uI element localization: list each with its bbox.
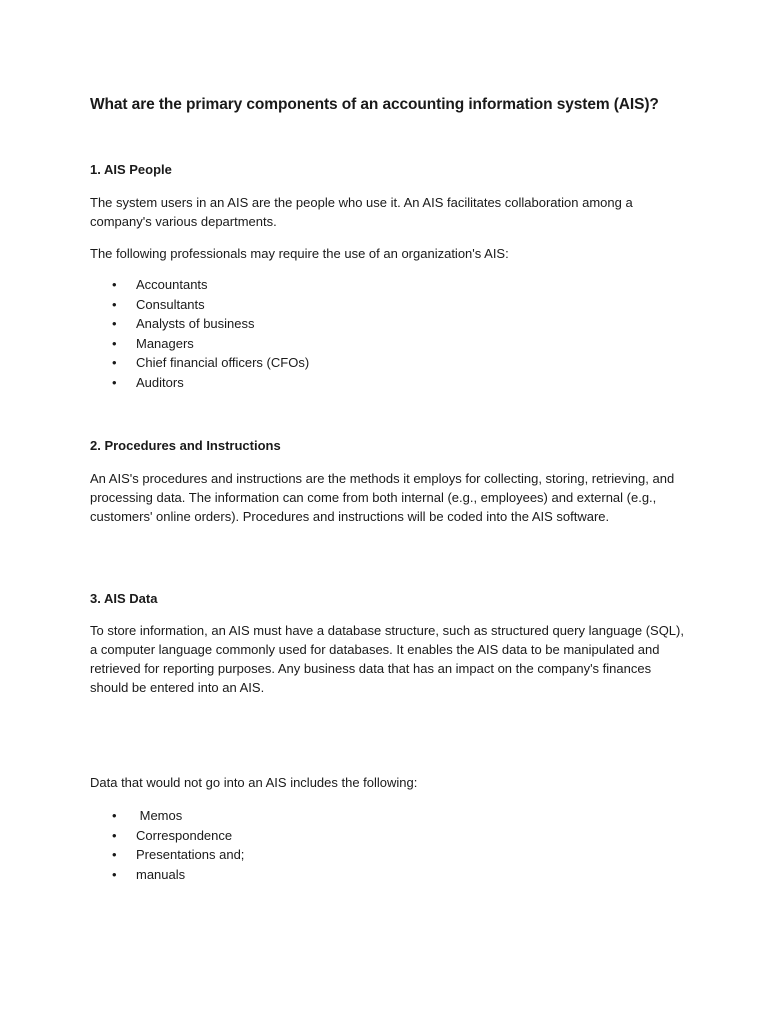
page-title: What are the primary components of an accounting information system (AIS)? bbox=[90, 96, 659, 113]
paragraph-ais-data: To store information, an AIS must have a database structure, such as structured query language (SQL), a computer language commonly used for databases. It enables the AIS data to be manipulated and retrieved for reporting purposes. Any business data that has an impact on the company's finances should be entered into an AIS. bbox=[90, 623, 684, 695]
list-item bbox=[90, 826, 690, 846]
bullet-glyph: • bbox=[112, 827, 117, 843]
bullet-glyph: • bbox=[112, 335, 117, 351]
list-professionals bbox=[90, 275, 690, 392]
bullet-glyph: • bbox=[112, 847, 117, 862]
bullet-glyph: • bbox=[112, 355, 117, 370]
list-item-text: Presentations and; bbox=[136, 847, 245, 862]
list-item bbox=[90, 865, 690, 885]
list-item bbox=[90, 806, 690, 826]
section-heading-ais-data: 3. AIS Data bbox=[90, 591, 158, 606]
bullet-glyph: • bbox=[112, 374, 117, 390]
list-item-text: Memos bbox=[136, 808, 183, 823]
list-item-text: Correspondence bbox=[136, 827, 233, 843]
list-item bbox=[90, 295, 690, 315]
list-item-text: Analysts of business bbox=[136, 316, 255, 331]
list-item-text: Accountants bbox=[136, 277, 208, 292]
paragraph-excluded-data-lead: Data that would not go into an AIS includes the following: bbox=[90, 775, 418, 790]
list-item-text: Chief financial officers (CFOs) bbox=[136, 355, 310, 370]
section-heading-procedures: 2. Procedures and Instructions bbox=[90, 438, 281, 453]
list-item bbox=[90, 314, 690, 334]
list-item bbox=[90, 373, 690, 393]
bullet-glyph: • bbox=[112, 866, 117, 882]
paragraph-procedures: An AIS's procedures and instructions are the methods it employs for collecting, storing, retrieving, and processing data. The information can come from both internal (e.g., employees) and external (e.g., customers' online orders). Procedures and instructions will be coded into the AIS software. bbox=[90, 471, 675, 524]
list-item bbox=[90, 845, 690, 865]
list-item bbox=[90, 275, 690, 295]
bullet-glyph: • bbox=[112, 296, 117, 312]
list-item-text: Managers bbox=[136, 335, 194, 351]
list-excluded-data bbox=[90, 806, 690, 884]
list-item-text: Consultants bbox=[136, 296, 205, 312]
list-item-text: manuals bbox=[136, 866, 186, 882]
bullet-glyph: • bbox=[112, 808, 117, 823]
bullet-glyph: • bbox=[112, 316, 117, 331]
paragraph-professionals-lead: The following professionals may require the use of an organization's AIS: bbox=[90, 246, 509, 261]
list-item bbox=[90, 334, 690, 354]
list-item-text: Auditors bbox=[136, 374, 184, 390]
bullet-glyph: • bbox=[112, 277, 117, 292]
list-item bbox=[90, 353, 690, 373]
paragraph-ais-people-intro: The system users in an AIS are the people who use it. An AIS facilitates collaboration among a company's various departments. bbox=[90, 195, 633, 229]
section-heading-ais-people: 1. AIS People bbox=[90, 162, 172, 177]
